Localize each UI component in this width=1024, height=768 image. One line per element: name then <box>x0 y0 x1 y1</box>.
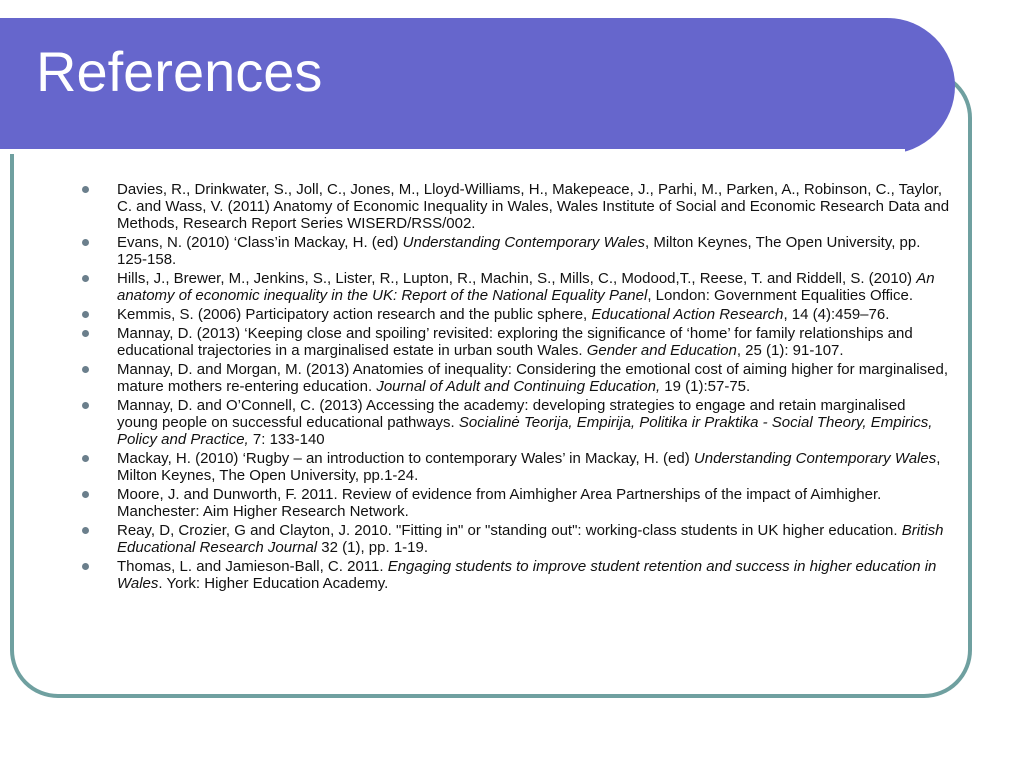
reference-text: 19 (1):57-75. <box>660 378 751 395</box>
reference-item <box>82 450 950 484</box>
reference-text: Reay, D, Crozier, G and Clayton, J. 2010. "Fitting in" or "standing out": working-class students in UK higher education. <box>117 522 902 539</box>
reference-text: , London: Government Equalities Office. <box>647 287 914 304</box>
reference-item <box>82 306 950 323</box>
reference-text: Evans, N. (2010) ‘Class’in Mackay, H. (ed) <box>117 234 403 251</box>
bullet-icon <box>82 186 89 193</box>
bullet-icon <box>82 311 89 318</box>
reference-text: Moore, J. and Dunworth, F. 2011. Review of evidence from Aimhigher Area Partnerships of the impact of Aimhigher. Manchester: Aim Higher Research Network. <box>117 486 882 520</box>
bullet-icon <box>82 330 89 337</box>
reference-text: , 25 (1): 91-107. <box>736 342 844 359</box>
bullet-icon <box>82 563 89 570</box>
reference-text: Mannay, D. (2013) ‘Keeping close and spoiling’ revisited: exploring the significance of ‘home’ for family relationships and educational trajectories in a marginalised estate in urban south Wales. <box>117 325 913 359</box>
references-list <box>82 181 950 594</box>
title-underline <box>0 149 905 154</box>
reference-text: , 14 (4):459–76. <box>783 306 890 323</box>
reference-title-italic: Understanding Contemporary Wales <box>402 234 645 251</box>
reference-text: , Milton Keynes, The Open University, pp.1-24. <box>117 450 941 484</box>
reference-title-italic: British Educational Research Journal <box>117 522 944 556</box>
reference-title-italic: Educational Action Research <box>591 306 784 323</box>
reference-item <box>82 522 950 556</box>
reference-title-italic: Understanding Contemporary Wales <box>693 450 937 467</box>
reference-text: Mannay, D. and O’Connell, C. (2013) Accessing the academy: developing strategies to engage and retain marginalised young people on successful educational pathways. <box>117 397 906 431</box>
reference-text: 7: 133-140 <box>248 431 325 448</box>
reference-title-italic: Engaging students to improve student retention and success in higher education in Wales <box>117 558 937 592</box>
reference-item <box>82 234 950 268</box>
reference-text: Mannay, D. and Morgan, M. (2013) Anatomies of inequality: Considering the emotional cost of aiming higher for marginalised, mature mothers re-entering education. <box>117 361 948 395</box>
reference-title-italic: An anatomy of economic inequality in the UK: Report of the National Equality Panel <box>117 270 935 304</box>
reference-item <box>82 558 950 592</box>
reference-item <box>82 270 950 304</box>
bullet-icon <box>82 275 89 282</box>
reference-item <box>82 361 950 395</box>
reference-text: Mackay, H. (2010) ‘Rugby – an introduction to contemporary Wales’ in Mackay, H. (ed) <box>117 450 694 467</box>
reference-item <box>82 486 950 520</box>
reference-text: Thomas, L. and Jamieson-Ball, C. 2011. <box>117 558 388 575</box>
reference-text: Davies, R., Drinkwater, S., Joll, C., Jones, M., Lloyd-Williams, H., Makepeace, J., Parhi, M., Parken, A., Robinson, C., Taylor, C. and Wass, V. (2011) Anatomy of Economic Inequality in Wales, Wales Institute of Social and Economic Research Data and Methods, Research Report Series WISERD/RSS/002. <box>117 181 950 232</box>
reference-text: . York: Higher Education Academy. <box>158 575 389 592</box>
bullet-icon <box>82 239 89 246</box>
bullet-icon <box>82 455 89 462</box>
reference-title-italic: Journal of Adult and Continuing Education, <box>376 378 661 395</box>
bullet-icon <box>82 366 89 373</box>
reference-title-italic: Socialinė Teorija, Empirija, Politika ir Praktika - Social Theory, Empirics, Policy and Practice, <box>117 414 933 448</box>
bullet-icon <box>82 527 89 534</box>
reference-item <box>82 397 950 448</box>
bullet-icon <box>82 402 89 409</box>
reference-text: , Milton Keynes, The Open University, pp. 125-158. <box>117 234 921 268</box>
bullet-icon <box>82 491 89 498</box>
reference-title-italic: Gender and Education <box>586 342 737 359</box>
slide-title: References <box>36 40 323 103</box>
reference-text: Kemmis, S. (2006) Participatory action research and the public sphere, <box>117 306 592 323</box>
reference-item <box>82 181 950 232</box>
reference-text: Hills, J., Brewer, M., Jenkins, S., Lister, R., Lupton, R., Machin, S., Mills, C., Modood,T., Reese, T. and Riddell, S. (2010) <box>117 270 917 287</box>
reference-text: 32 (1), pp. 1-19. <box>317 539 429 556</box>
reference-item <box>82 325 950 359</box>
